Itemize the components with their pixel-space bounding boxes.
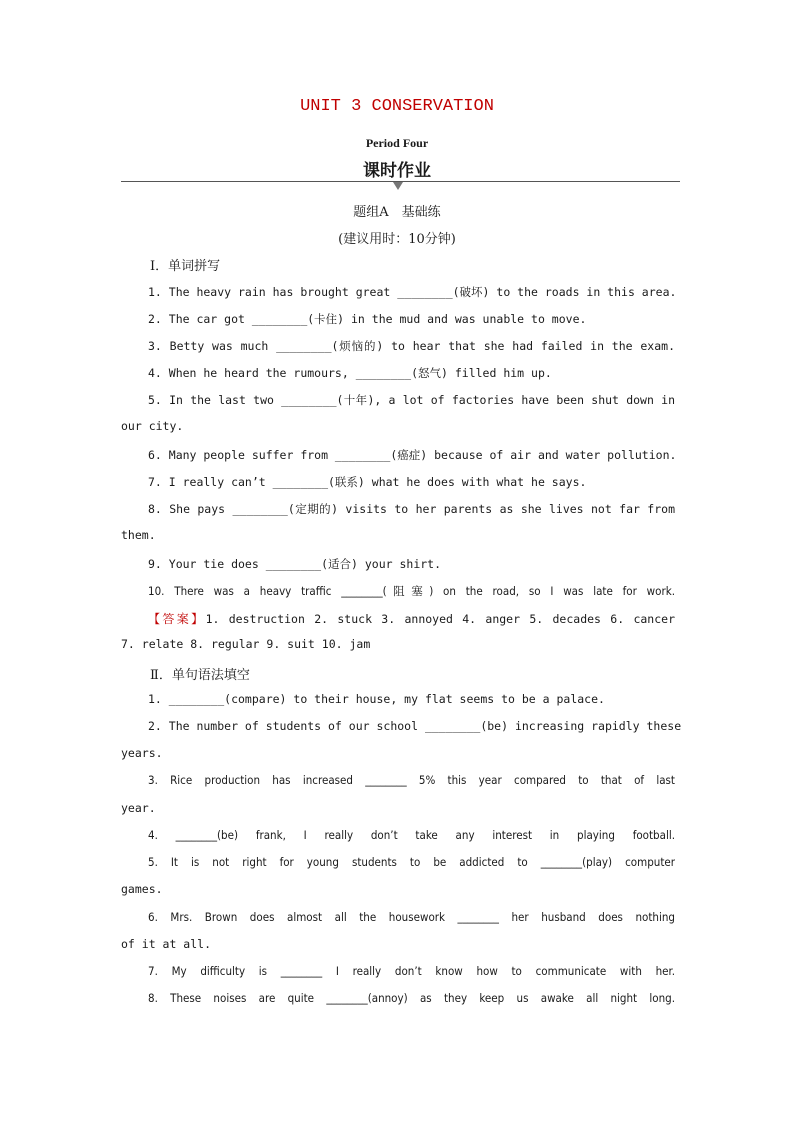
group-label: 题组A 基础练 bbox=[353, 205, 441, 220]
exercise-line: 3. Rice production has increased ________ 5% this year compared to that of last bbox=[148, 773, 675, 787]
section-1-heading: Ⅰ．单词拼写 bbox=[150, 259, 221, 274]
exercise-line-continued: of it at all. bbox=[121, 937, 212, 951]
triangle-marker-icon bbox=[393, 182, 403, 190]
section-2-heading: Ⅱ．单句语法填空 bbox=[150, 668, 250, 683]
suggested-time: (建议用时：10分钟) bbox=[338, 232, 456, 247]
homework-heading: 课时作业 bbox=[363, 161, 431, 181]
answer-label: 【答案】 bbox=[148, 612, 206, 626]
answer-line bbox=[148, 610, 675, 627]
exercise-line: 8. These noises are quite ________(annoy) as they keep us awake all night long. bbox=[148, 991, 675, 1005]
answer-line-continued: 7. relate 8. regular 9. suit 10. jam bbox=[121, 637, 371, 651]
exercise-line: 5. It is not right for young students to be addicted to ________(play) computer bbox=[148, 855, 675, 869]
exercise-line: 6. Many people suffer from ________(癌症) because of air and water pollution. bbox=[148, 448, 677, 462]
exercise-line-continued: them. bbox=[121, 528, 156, 542]
exercise-line-continued: years. bbox=[121, 746, 163, 760]
exercise-line: 9. Your tie does ________(适合) your shirt. bbox=[148, 557, 442, 571]
period-label: Period Four bbox=[365, 136, 429, 150]
exercise-line: 10. There was a heavy traffic ________(阻塞) on the road, so I was late for work. bbox=[148, 584, 675, 598]
answer-text: 1. destruction 2. stuck 3. annoyed 4. anger 5. decades 6. cancer bbox=[205, 612, 675, 626]
exercise-line: 1. ________(compare) to their house, my flat seems to be a palace. bbox=[148, 692, 605, 706]
exercise-line: 8. She pays ________(定期的) visits to her parents as she lives not far from bbox=[148, 502, 675, 516]
exercise-line: 7. I really can’t ________(联系) what he does with what he says. bbox=[148, 475, 587, 489]
exercise-line: 1. The heavy rain has brought great ________(破坏) to the roads in this area. bbox=[148, 285, 677, 299]
exercise-line: 2. The number of students of our school ________(be) increasing rapidly these bbox=[148, 719, 682, 733]
exercise-line: 4. When he heard the rumours, ________(怒气) filled him up. bbox=[148, 366, 552, 380]
exercise-line-continued: year. bbox=[121, 801, 156, 815]
page-title: UNIT 3 CONSERVATION bbox=[300, 97, 494, 116]
exercise-line-continued: our city. bbox=[121, 419, 184, 433]
exercise-line: 3. Betty was much ________(烦恼的) to hear that she had failed in the exam. bbox=[148, 339, 675, 353]
exercise-line: 6. Mrs. Brown does almost all the housework ________ her husband does nothing bbox=[148, 910, 675, 924]
exercise-line: 7. My difficulty is ________ I really don’t know how to communicate with her. bbox=[148, 964, 675, 978]
exercise-line: 2. The car got ________(卡住) in the mud and was unable to move. bbox=[148, 312, 587, 326]
exercise-line: 4. ________(be) frank, I really don’t take any interest in playing football. bbox=[148, 828, 675, 842]
exercise-line: 5. In the last two ________(十年), a lot of factories have been shut down in bbox=[148, 393, 675, 407]
exercise-line-continued: games. bbox=[121, 882, 163, 896]
